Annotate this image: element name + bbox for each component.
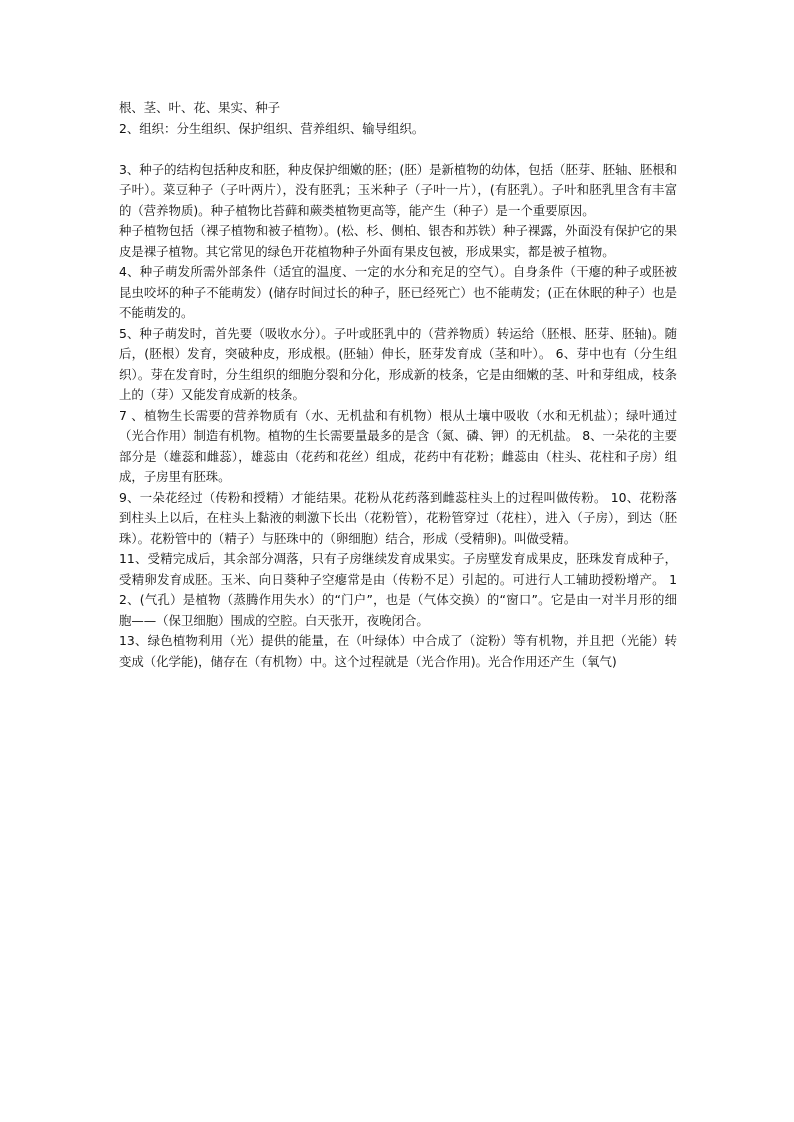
paragraph-pollination: 9、一朵花经过（传粉和授精）才能结果。花粉从花药落到雌蕊柱头上的过程叫做传粉。 10、花粉落到柱头上以后，在柱头上黏液的刺激下长出（花粉管），花粉管穿过（花柱），进入（子房），到达（胚珠）。花粉管中的（精子）与胚珠中的（卵细胞）结合，形成（受精卵)。叫做受精。 [119,489,677,546]
paragraph-tissues: 2、组织：分生组织、保护组织、营养组织、输导组织。 [119,120,425,136]
paragraph-germination-process: 5、种子萌发时，首先要（吸收水分）。子叶或胚乳中的（营养物质）转运给（胚根、胚芽、胚轴)。随后，(胚根）发育，突破种皮，形成根。(胚轴）伸长，胚芽发育成（茎和叶）。 6、芽中也有（分生组织）。芽在发育时，分生组织的细胞分裂和分化，形成新的枝条，它是由细嫩的茎、叶和芽组成，枝条上的（芽）又能发育成新的枝条。 [119,325,677,402]
paragraph-seed-plants: 种子植物包括（裸子植物和被子植物）。(松、杉、侧柏、银杏和苏铁）种子裸露，外面没有保护它的果皮是裸子植物。其它常见的绿色开花植物种子外面有果皮包被，形成果实，都是被子植物。 [119,223,677,259]
blank-line [119,139,677,160]
paragraph-germination-conditions: 4、种子萌发所需外部条件（适宜的温度、一定的水分和充足的空气）。自身条件（干瘪的种子或胚被昆虫咬坏的种子不能萌发）(储存时间过长的种子，胚已经死亡）也不能萌发；(正在休眠的种子）也是不能萌发的。 [119,264,677,320]
document-body [119,98,677,672]
paragraph-nutrients-flower: 7 、植物生长需要的营养物质有（水、无机盐和有机物）根从土壤中吸收（水和无机盐）；绿叶通过（光合作用）制造有机物。植物的生长需要量最多的是含（氮、磷、钾）的无机盐。 8、一朵花的主要部分是（雄蕊和雌蕊），雄蕊由（花药和花丝）组成，花药中有花粉；雌蕊由（柱头、花柱和子房）组成，子房里有胚珠。 [119,407,677,484]
paragraph-seed-structure: 3、种子的结构包括种皮和胚，种皮保护细嫩的胚；(胚）是新植物的幼体，包括（胚芽、胚轴、胚根和子叶）。菜豆种子（子叶两片），没有胚乳；玉米种子（子叶一片），(有胚乳）。子叶和胚乳里含有丰富的（营养物质)。种子植物比苔藓和蕨类植物更高等，能产生（种子）是一个重要原因。 [119,161,677,218]
paragraph-fertilization-stomata: 11、受精完成后，其余部分凋落，只有子房继续发育成果实。子房壁发育成果皮，胚珠发育成种子，受精卵发育成胚。玉米、向日葵种子空瘪常是由（传粉不足）引起的。可进行人工辅助授粉增产。 12、(气孔）是植物（蒸腾作用失水）的“门户”，也是（气体交换）的“窗口”。它是由一对半月形的细胞——（保卫细胞）围成的空腔。白天张开，夜晚闭合。 [119,551,677,628]
paragraph-photosynthesis: 13、绿色植物利用（光）提供的能量，在（叶绿体）中合成了（淀粉）等有机物，并且把（光能）转变成（化学能)，储存在（有机物）中。这个过程就是（光合作用)。光合作用还产生（氧气) [119,633,677,669]
paragraph-organs: 根、茎、叶、花、果实、种子 [119,100,281,115]
